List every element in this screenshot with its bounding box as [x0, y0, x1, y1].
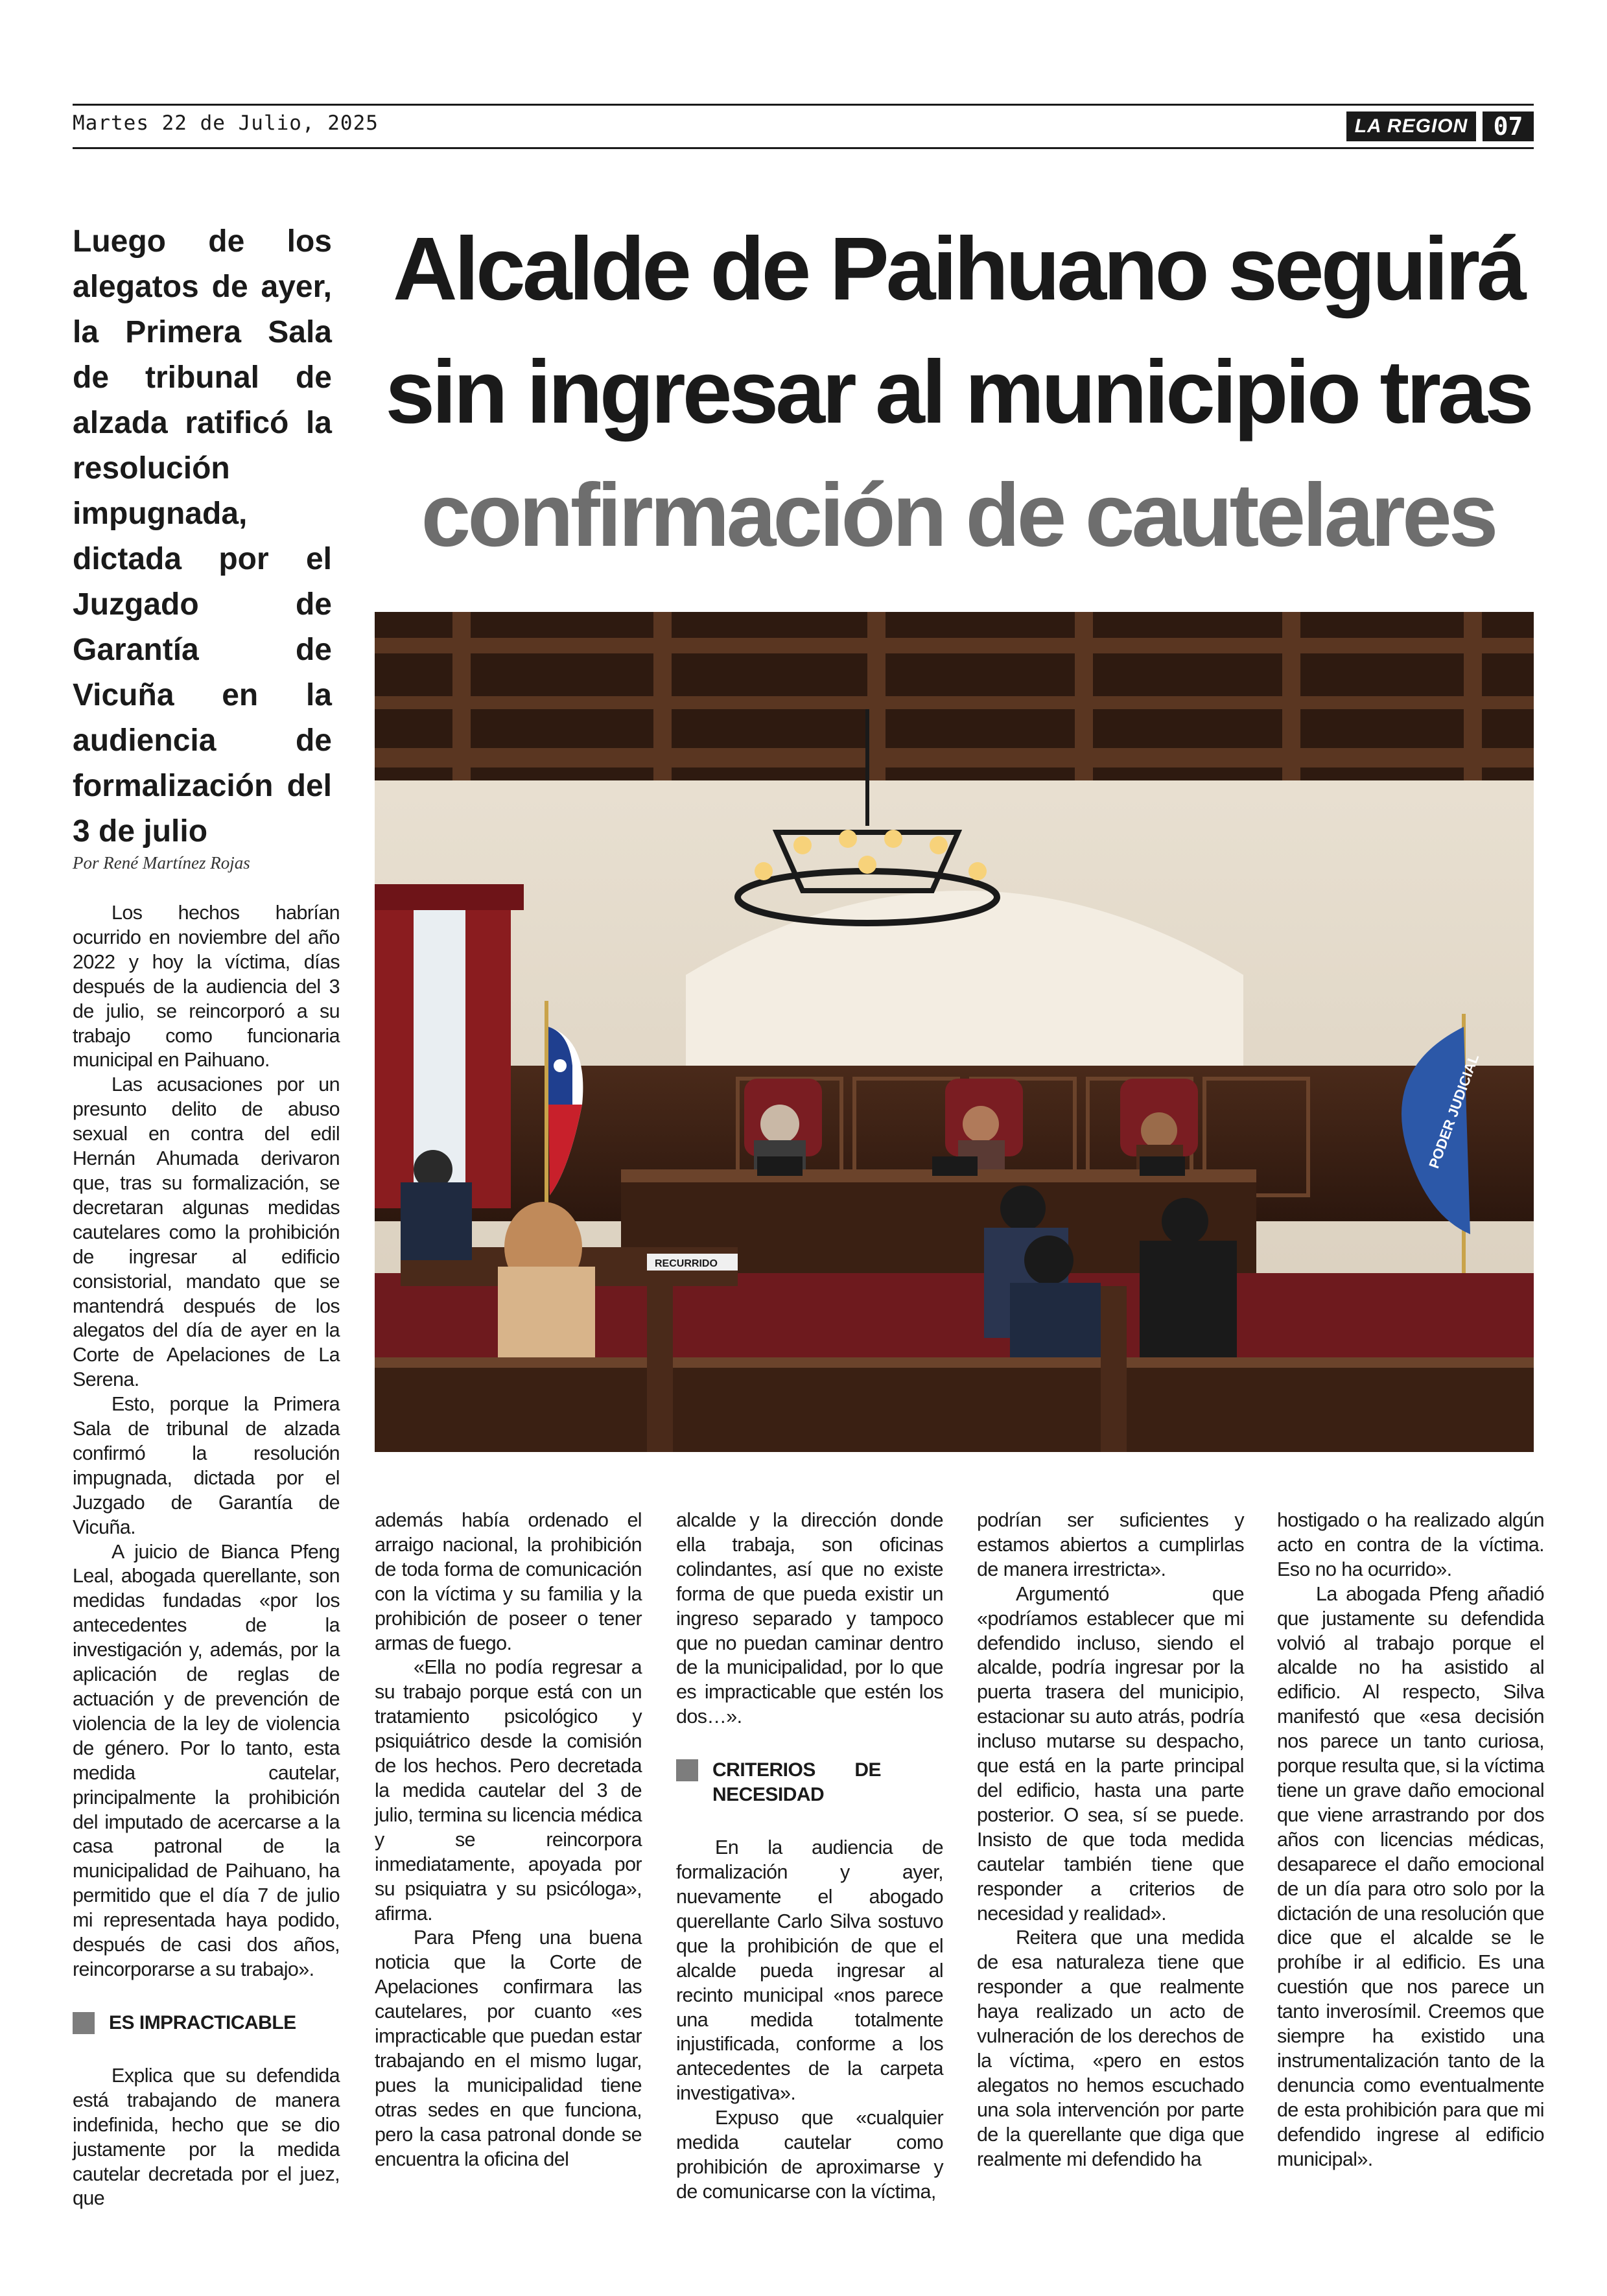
- article-paragraph: A juicio de Bianca Pfeng Leal, abogada querellante, son medidas fundadas «por los antecedentes de la investigación y, además, por la aplicación de reglas de actuación y de prevención de violencia de la ley de violencia de género. Por lo tanto, esta medida cautelar, principalmente la prohibición del imputado de acercarse a la casa patronal de la municipalidad de Paihuano, ha permitido que el día 7 de julio mi representada haya podido, después de casi dos años, reincorporarse a su trabajo».: [73, 1540, 340, 1980]
- headline-line-2: sin ingresar al municipio tras: [385, 342, 1531, 442]
- byline: Por René Martínez Rojas: [73, 853, 250, 873]
- subheading-criterios-de-necesidad: [676, 1758, 943, 1807]
- headline-line-1: Alcalde de Paihuano seguirá: [393, 219, 1523, 319]
- article-paragraph: Reitera que una medida de esa naturaleza tiene que responder a que realmente haya realizado un acto de vulneración de los derechos de la víctima, «pero en estos alegatos no hemos escuchado una sola intervención por parte de la querellante que diga que realmente mi defendido ha: [977, 1927, 1244, 2170]
- article-paragraph: Los hechos habrían ocurrido en noviembre del año 2022 y hoy la víctima, días después de la audiencia del 3 de julio, se reincorporó a su trabajo como funcionaria municipal en Paihuano.: [73, 902, 340, 1072]
- headline-line-3: confirmación de cautelares: [421, 465, 1496, 565]
- article-paragraph: La abogada Pfeng añadió que justamente su defendida volvió al trabajo porque el alcalde no ha asistido al edificio. Al respecto, Silva manifestó que «esa decisión nos parece un tanto curiosa, porque resulta que, si la víctima tiene un grave daño emocional que viene arrastrando por dos años con licencias médicas, desaparece el daño emocional de un día para otro solo por la dictación de una resolución que dice que el alcalde se le prohíbe ir al edificio. Es una cuestión que nos parece un tanto inverosímil. Creemos que siempre ha existido una instrumentalización tanto de la denuncia como eventualmente de esta prohibición para que mi defendido ingrese al edificio municipal».: [1277, 1582, 1544, 2170]
- article-column-4: [977, 1508, 1244, 2172]
- courtroom-photo: [375, 612, 1534, 1452]
- article-column-3: [676, 1508, 943, 2205]
- newspaper-brand: LA REGION: [1346, 111, 1476, 141]
- article-column-5: [1277, 1508, 1544, 2172]
- article-paragraph: Esto, porque la Primera Sala de tribunal de alzada confirmó la resolución impugnada, dictada por el Juzgado de Garantía de Vicuña.: [73, 1393, 340, 1538]
- article-paragraph: hostigado o ha realizado algún acto en contra de la víctima. Eso no ha ocurrido».: [1277, 1509, 1544, 1580]
- subheading-es-impracticable: [73, 2011, 340, 2035]
- article-column-2: [375, 1508, 642, 2172]
- subheading-square-icon: [73, 2012, 95, 2034]
- article-paragraph: Expuso que «cualquier medida cautelar como prohibición de aproximarse y de comunicarse con la víctima,: [676, 2107, 943, 2203]
- article-paragraph: alcalde y la dirección donde ella trabaja, son oficinas colindantes, así que no existe forma de que pueda existir un ingreso separado y tampoco que no puedan caminar dentro de la municipalidad, por lo que es impracticable que estén los dos…».: [676, 1509, 943, 1728]
- article-paragraph: Las acusaciones por un presunto delito de abuso sexual en contra del edil Hernán Ahumada derivaron que, tras su formalización, se decretaran algunas medidas cautelares como la prohibición de ingresar al edificio consistorial, mandato que se mantendrá después de los alegatos del día de ayer en la Corte de Apelaciones de La Serena.: [73, 1073, 340, 1391]
- page-number: 07: [1483, 111, 1534, 141]
- subheading-square-icon: [676, 1759, 698, 1781]
- svg-text:PODER JUDICIAL: PODER JUDICIAL: [1425, 1051, 1483, 1171]
- article-paragraph: además había ordenado el arraigo nacional, la prohibición de toda forma de comunicación con la víctima y su familia y la prohibición de poseer o tener armas de fuego.: [375, 1509, 642, 1654]
- header-bottom-rule: [73, 147, 1534, 149]
- svg-text:RECURRIDO: RECURRIDO: [655, 1258, 718, 1269]
- subheading-text: CRITERIOS DE NECESIDAD: [712, 1759, 881, 1806]
- article-column-1: [73, 901, 340, 2211]
- article-paragraph: Argumentó que «podríamos establecer que mi defendido incluso, siendo el alcalde, podría ingresar por la puerta trasera del municipio, estacionar su auto atrás, podría incluso mutarse su despacho, que está en la parte principal del edificio, hasta una parte posterior. O sea, sí se puede. Insisto de que toda medida cautelar también tiene que responder a criterios de necesidad y realidad».: [977, 1582, 1244, 1925]
- subheading-text: ES IMPRACTICABLE: [109, 2011, 296, 2033]
- article-paragraph: Para Pfeng una buena noticia que la Corte de Apelaciones confirmara las cautelares, por cuanto «es impracticable que puedan estar trabajando en el mismo lugar, pues la municipalidad tiene otras sedes en que funciona, pero la casa patronal donde se encuentra la oficina del: [375, 1927, 642, 2170]
- article-paragraph: En la audiencia de formalización y ayer, nuevamente el abogado querellante Carlo Silva sostuvo que la prohibición de que el alcalde pueda ingresar al recinto municipal «nos parece una medida totalmente injustificada, conforme a los antecedentes de la carpeta investigativa».: [676, 1836, 943, 2105]
- deck-summary: Luego de los alegatos de ayer, la Primera Sala de tribunal de alzada ratificó la resolución impugnada, dictada por el Juzgado de Garantía de Vicuña en la audiencia de formalización del 3 de julio: [73, 224, 332, 849]
- article-paragraph: Explica que su defendida está trabajando de manera indefinida, hecho que se dio justamente por la medida cautelar decretada por el juez, que: [73, 2064, 340, 2210]
- article-paragraph: podrían ser suficientes y estamos abiertos a cumplirlas de manera irrestricta».: [977, 1509, 1244, 1580]
- article-paragraph: «Ella no podía regresar a su trabajo porque está con un tratamiento psicológico y psiquiátrico desde la comisión de los hechos. Pero decretada la medida cautelar del 3 de julio, termina su licencia médica y se reincorpora inmediatamente, apoyada por su psiquiatra y su psicóloga», afirma.: [375, 1656, 642, 1925]
- header-date: Martes 22 de Julio, 2025: [73, 111, 379, 135]
- header-top-rule: [73, 104, 1534, 106]
